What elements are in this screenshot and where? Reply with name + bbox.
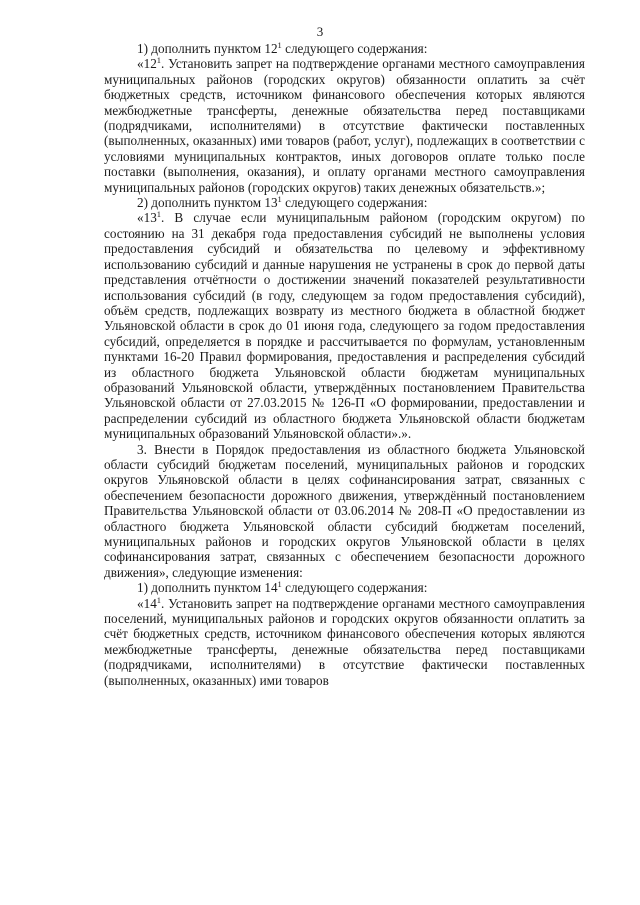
item-add-point-14-1 [104, 580, 585, 595]
point-number: «14 [137, 595, 157, 611]
point-text: . Установить запрет на подтверждение органами местного самоуправления муниципальных районов (городских округов) обязанности оплатить за счёт бюджетных средств, источником финансового обеспечения которых являются межбюджетные трансферты, денежные обязательства перед поставщиками (подрядчиками, исполнителями) в отсутствие фактически поставленных (выполненных, оказанных) ими товаров (работ, услуг), подлежащих в соответствии с условиями муниципальных контрактов, иных договоров оплате только после поставки (выполнения, оказания), и оплату органами местного самоуправления муниципальных районов (городских округов) таких денежных обязательств.»; [104, 56, 585, 195]
document-body [104, 41, 585, 688]
point-number: «12 [137, 56, 157, 72]
item-text: следующего содержания: [281, 580, 428, 596]
point-text: . Установить запрет на подтверждение органами местного самоуправления поселений, муниципальных районов и городских округов обязанности оплатить за счёт бюджетных средств, источником финансового обеспечения которых являются межбюджетные трансферты, денежные обязательства перед поставщиками (подрядчиками, исполнителями) в отсутствие фактически поставленных (выполненных, оказанных) ими товаров [104, 595, 585, 688]
page-number: 3 [316, 24, 324, 39]
item-text: 2) дополнить пунктом 13 [137, 195, 278, 211]
item-add-point-13-1 [104, 195, 585, 210]
superscript: 1 [156, 594, 162, 605]
superscript: 1 [156, 209, 162, 220]
item-text: следующего содержания: [281, 195, 428, 211]
section-3-text: 3. Внести в Порядок предоставления из областного бюджета Ульяновской области субсидий бюджетам поселений, муниципальных районов и городских округов Ульяновской области в целях софинансирования затрат, связанных с обеспечением безопасности дорожного движения, утверждённый постановлением Правительства Ульяновской области от 03.06.2014 № 208-П «О предоставлении из областного бюджета Ульяновской области субсидий бюджетам поселений, муниципальных районов и городских округов Ульяновской области в целях софинансирования затрат, связанных с обеспечением безопасности дорожного движения», следующие изменения: [104, 441, 585, 580]
item-text: следующего содержания: [281, 41, 428, 56]
item-add-point-12-1 [104, 41, 585, 56]
point-text: . В случае если муниципальным районом (городским округом) по состоянию на 31 декабря года предоставления субсидий не выполнены условия предоставления субсидий и обязательства по целевому и эффективному использованию субсидий и данные нарушения не устранены в срок до первой даты представления отчётности о достижении значений показателей результативности использования субсидий (в году, следующем за годом предоставления субсидий), объём средств, подлежащих возврату из местного бюджета в областной бюджет Ульяновской области в срок до 01 июня года, следующего за годом предоставления субсидий, определяется в порядке и рассчитывается по формулам, установленным пунктами 16-20 Правил формирования, предоставления и распределения субсидий из областного бюджета Ульяновской области бюджетам муниципальных образований Ульяновской области, утверждённых постановлением Правительства Ульяновской области от 27.03.2015 № 126-П «О формировании, предоставлении и распределении субсидий из областного бюджета Ульяновской области бюджетам муниципальных образований Ульяновской области».». [104, 210, 585, 442]
superscript: 1 [277, 40, 282, 50]
superscript: 1 [156, 55, 162, 66]
item-text: 1) дополнить пунктом 12 [137, 41, 278, 56]
point-12-1-text [104, 56, 585, 195]
superscript: 1 [277, 194, 282, 205]
point-14-1-text [104, 596, 585, 688]
point-number: «13 [137, 210, 157, 226]
point-13-1-text [104, 210, 585, 441]
superscript: 1 [277, 579, 282, 590]
item-text: 1) дополнить пунктом 14 [137, 580, 278, 596]
